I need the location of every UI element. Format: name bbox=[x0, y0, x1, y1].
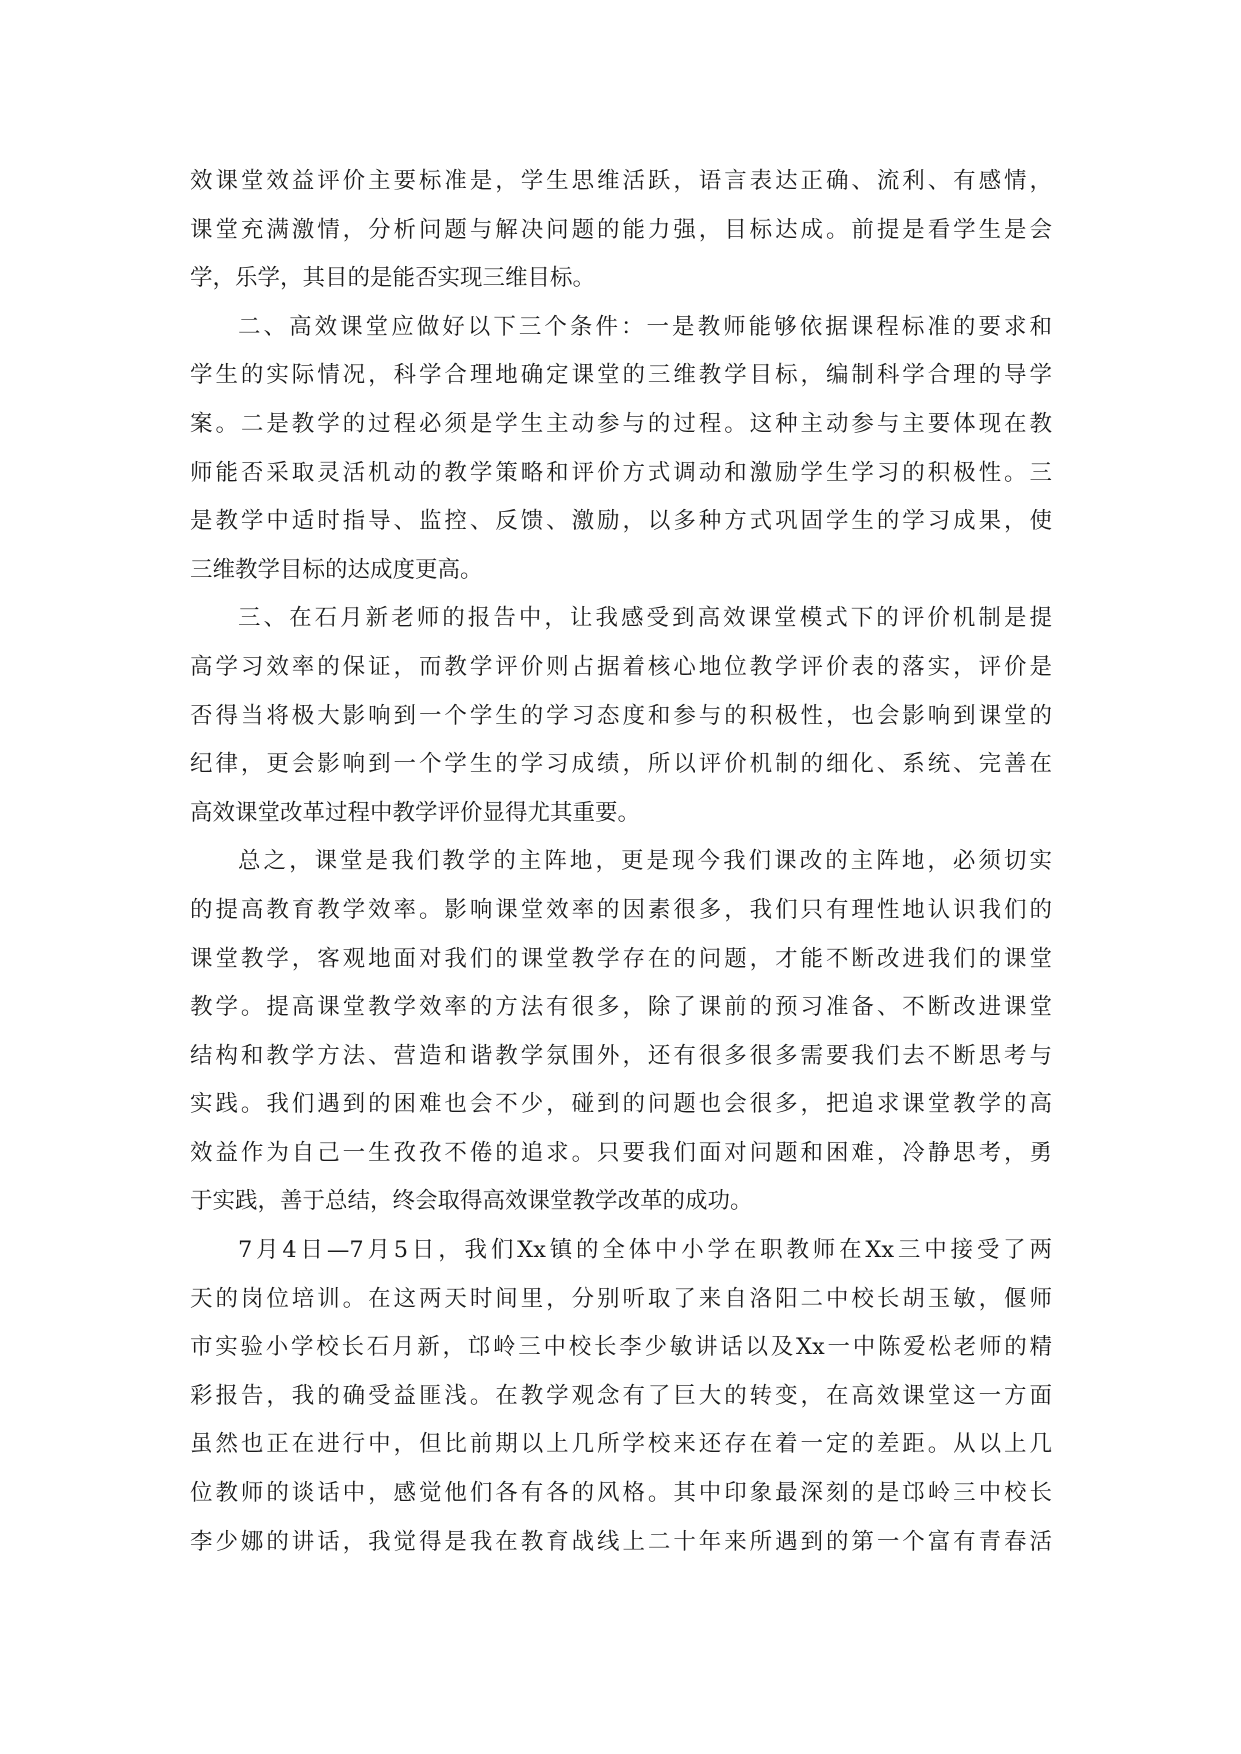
text-line: 虽然也正在进行中，但比前期以上几所学校来还存在着一定的差距。从以上几 bbox=[190, 1431, 1052, 1458]
text-line: 师能否采取灵活机动的教学策略和评价方式调动和激励学生学习的积极性。三 bbox=[190, 459, 1052, 486]
text-line: 结构和教学方法、营造和谐教学氛围外，还有很多很多需要我们去不断思考与 bbox=[190, 1042, 1052, 1069]
text-line: 李少娜的讲话，我觉得是我在教育战线上二十年来所遇到的第一个富有青春活 bbox=[190, 1528, 1052, 1555]
text-line: 否得当将极大影响到一个学生的学习态度和参与的积极性，也会影响到课堂的 bbox=[190, 702, 1052, 729]
text-line: 高效课堂改革过程中教学评价显得尤其重要。 bbox=[190, 799, 641, 826]
text-line: 的提高教育教学效率。影响课堂效率的因素很多，我们只有理性地认识我们的 bbox=[190, 896, 1052, 923]
text-line: 纪律，更会影响到一个学生的学习成绩，所以评价机制的细化、系统、完善在 bbox=[190, 751, 1052, 778]
text-line: 课堂充满激情，分析问题与解决问题的能力强，目标达成。前提是看学生是会 bbox=[190, 216, 1052, 243]
text-line: 效课堂效益评价主要标准是，学生思维活跃，语言表达正确、流利、有感情， bbox=[190, 168, 1052, 194]
paragraph-start-line: 二、高效课堂应做好以下三个条件：一是教师能够依据课程标准的要求和 bbox=[238, 313, 1052, 340]
text-line: 于实践，善于总结，终会取得高效课堂教学改革的成功。 bbox=[190, 1188, 753, 1215]
text-line: 教学。提高课堂教学效率的方法有很多，除了课前的预习准备、不断改进课堂 bbox=[190, 994, 1052, 1021]
text-line: 学生的实际情况，科学合理地确定课堂的三维教学目标，编制科学合理的导学 bbox=[190, 362, 1052, 389]
text-line: 学，乐学，其目的是能否实现三维目标。 bbox=[190, 265, 596, 292]
paragraph-start-line: 三、在石月新老师的报告中，让我感受到高效课堂模式下的评价机制是提 bbox=[238, 605, 1052, 632]
document-body bbox=[190, 157, 1052, 1566]
text-line: 三维教学目标的达成度更高。 bbox=[190, 556, 483, 583]
paragraph-start-line: 7月4日—7月5日，我们Xx镇的全体中小学在职教师在Xx三中接受了两 bbox=[238, 1237, 1052, 1264]
paragraph-start-line: 总之，课堂是我们教学的主阵地，更是现今我们课改的主阵地，必须切实 bbox=[238, 848, 1052, 875]
text-line: 彩报告，我的确受益匪浅。在教学观念有了巨大的转变，在高效课堂这一方面 bbox=[190, 1382, 1052, 1409]
text-line: 高学习效率的保证，而教学评价则占据着核心地位教学评价表的落实，评价是 bbox=[190, 653, 1052, 680]
text-line: 案。二是教学的过程必须是学生主动参与的过程。这种主动参与主要体现在教 bbox=[190, 410, 1052, 437]
text-line: 课堂教学，客观地面对我们的课堂教学存在的问题，才能不断改进我们的课堂 bbox=[190, 945, 1052, 972]
text-line: 是教学中适时指导、监控、反馈、激励，以多种方式巩固学生的学习成果，使 bbox=[190, 508, 1052, 535]
text-line: 效益作为自己一生孜孜不倦的追求。只要我们面对问题和困难，冷静思考，勇 bbox=[190, 1139, 1052, 1166]
text-line: 实践。我们遇到的困难也会不少，碰到的问题也会很多，把追求课堂教学的高 bbox=[190, 1091, 1052, 1118]
text-line: 市实验小学校长石月新，邙岭三中校长李少敏讲话以及Xx一中陈爱松老师的精 bbox=[190, 1334, 1052, 1361]
text-line: 天的岗位培训。在这两天时间里，分别听取了来自洛阳二中校长胡玉敏，偃师 bbox=[190, 1285, 1052, 1312]
text-line: 位教师的谈话中，感觉他们各有各的风格。其中印象最深刻的是邙岭三中校长 bbox=[190, 1480, 1052, 1507]
